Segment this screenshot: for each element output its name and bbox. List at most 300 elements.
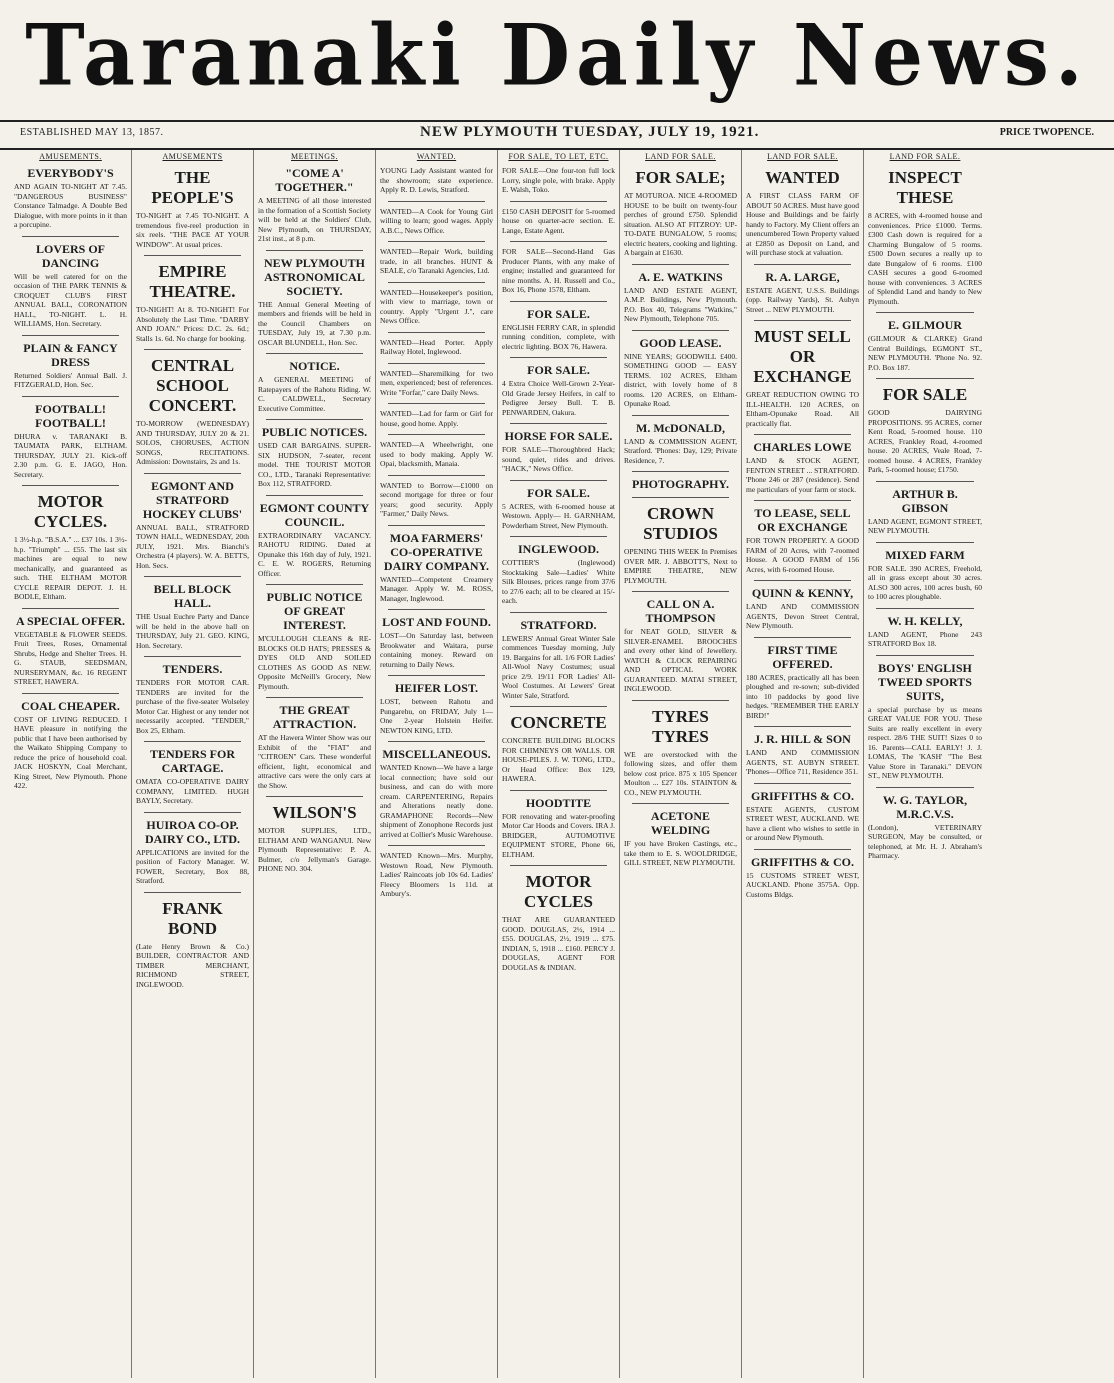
divider bbox=[22, 608, 119, 609]
ad-heading: TENDERS. bbox=[162, 662, 223, 676]
issue-date: NEW PLYMOUTH TUESDAY, JULY 19, 1921. bbox=[420, 124, 760, 140]
ad-body: (GILMOUR & CLARKE) Grand Central Buildings, EGMONT ST., NEW PLYMOUTH. 'Phone No. 92. P.O. Box 187. bbox=[868, 334, 982, 372]
divider bbox=[876, 378, 974, 379]
ad-body: WANTED—Head Porter. Apply Railway Hotel, Inglewood. bbox=[380, 337, 493, 356]
advertisement bbox=[258, 425, 371, 489]
column-heading: MEETINGS. bbox=[291, 152, 338, 161]
advertisement bbox=[868, 487, 982, 536]
divider bbox=[510, 301, 607, 302]
divider bbox=[388, 845, 485, 846]
ad-body: FOR renovating and water-proofing Motor Car Hoods and Covers. IRA J. BRIDGER, AUTOMOTIVE EQUIPMENT STORE, Phone 66, ELTHAM. bbox=[502, 811, 615, 859]
divider bbox=[144, 656, 241, 657]
ad-body: WANTED—Sharemilking for two men, experienced; best of references. Write "Forfar," care Daily News. bbox=[380, 368, 493, 397]
ad-body: OMATA CO-OPERATIVE DAIRY COMPANY, LIMITED. HUGH BAYLY, Secretary. bbox=[136, 777, 249, 805]
ad-body: WANTED—Competent Creamery Manager. Apply W. M. ROSS, Manager, Inglewood. bbox=[380, 574, 493, 603]
advertisement bbox=[136, 899, 249, 990]
divider bbox=[510, 612, 607, 613]
column-1 bbox=[10, 150, 132, 1378]
ad-display-heading: WILSON'S bbox=[272, 803, 357, 822]
advertisement bbox=[380, 531, 493, 604]
advertisement bbox=[258, 166, 371, 244]
ad-heading: NOTICE. bbox=[289, 359, 340, 373]
ad-display-heading: INSPECT THESE bbox=[888, 168, 962, 207]
ad-body: LOST, between Rahotu and Pungarehu, on FRIDAY, July 1—One 2-year Holstein Heifer. NEWTON KING, LTD. bbox=[380, 697, 493, 735]
ad-body: AND AGAIN TO-NIGHT AT 7.45. "DANGEROUS BUSINESS" Constance Talmadge. A Double Bed Dialogue, with more points in it than a porcupine. bbox=[14, 182, 127, 229]
ad-body: AT MOTUROA. NICE 4-ROOMED HOUSE to be built on twenty-four perches of ground £750. Splendid situation. ALSO AT FITZROY: UP-TO-DATE BUNGALOW, 5 rooms; electric heaters, cooking and lighting. A bargain at £1630. bbox=[624, 191, 737, 257]
ad-body: YOUNG Lady Assistant wanted for the showroom; state experience. Apply R. D. Lewis, Stratford. bbox=[380, 166, 493, 194]
advertisement bbox=[868, 548, 982, 602]
ad-heading: A SPECIAL OFFER. bbox=[15, 613, 126, 628]
ad-heading: FOR SALE. bbox=[527, 485, 590, 500]
divider bbox=[144, 741, 241, 742]
divider bbox=[266, 584, 363, 585]
ad-heading: QUINN & KENNY, bbox=[751, 586, 854, 600]
advertisement bbox=[746, 506, 859, 574]
divider bbox=[144, 349, 241, 350]
ad-body: GOOD DAIRYING PROPOSITIONS. 95 ACRES, corner Kent Road, 5-roomed house. 110 ACRES, Frankley Road, 4-roomed house. 20 ACRES, Veale Road, 7-roomed house. 4 ACRES, Frankley Park, 5-roomed house; £1750. bbox=[868, 408, 982, 474]
ad-heading: TO LEASE, SELL OR EXCHANGE bbox=[754, 506, 851, 534]
ad-heading: MIXED FARM bbox=[885, 547, 965, 562]
advertisement bbox=[624, 809, 737, 868]
ad-heading: MISCELLANEOUS. bbox=[382, 747, 491, 761]
divider bbox=[876, 481, 974, 482]
advertisement bbox=[624, 477, 737, 491]
ad-heading: MOA FARMERS' CO-OPERATIVE DAIRY COMPANY. bbox=[383, 530, 490, 573]
divider bbox=[388, 332, 485, 333]
ad-body: ENGLISH FERRY CAR, in splendid running condition, complete, with electric lighting. BOX 76, Hawera. bbox=[502, 322, 615, 351]
ad-display-heading: FRANK BOND bbox=[162, 898, 223, 938]
advertisement bbox=[258, 501, 371, 579]
ad-body: APPLICATIONS are invited for the position of Factory Manager. W. FOWER, Secretary, Box 88, Stratford. bbox=[136, 847, 249, 885]
ad-heading: EVERYBODY'S bbox=[27, 166, 114, 180]
ad-body: Returned Soldiers' Annual Ball. J. FITZGERALD, Hon. Sec. bbox=[14, 370, 127, 389]
ad-body: THE Annual General Meeting of members and friends will be held in the Council Chambers on TUESDAY, July 19, at 7.30 p.m. OSCAR BLUNDELL, Hon. Sec. bbox=[258, 299, 371, 347]
advertisement bbox=[258, 256, 371, 348]
column-3 bbox=[254, 150, 376, 1378]
ad-display-heading: THE PEOPLE'S bbox=[151, 168, 234, 207]
ad-body: (London), VETERINARY SURGEON, May be consulted, or telephoned, at Mr. H. J. Abraham's Pharmacy. bbox=[868, 822, 982, 860]
divider bbox=[266, 250, 363, 251]
divider bbox=[754, 580, 851, 581]
ad-display-heading: WANTED bbox=[765, 168, 840, 187]
ad-heading: GOOD LEASE. bbox=[639, 335, 722, 350]
divider bbox=[754, 637, 851, 638]
divider bbox=[510, 241, 607, 242]
advertisement bbox=[868, 614, 982, 649]
ad-body: GREAT REDUCTION OWING TO ILL-HEALTH. 120 ACRES, on Eltham-Opunake Road. All practically flat. bbox=[746, 390, 859, 428]
ad-body: WANTED Known—We have a large local connection; have sold our business, and can do with more cream. CARPENTERING, Repairs and Alterations neatly done. GRAMAPHONE Records—New shipment of Zonophone Records just arrived at Collier's Music Warehouse. bbox=[380, 763, 493, 839]
ad-body: WE are overstocked with the following sizes, and offer them below cost price. 875 x 105 Spencer Moulton ... £27 10s. STAINTON & CO., NEW PLYMOUTH. bbox=[624, 749, 737, 797]
divider bbox=[754, 434, 851, 435]
ad-body: DHURA v. TARANAKI B. TAUMATA PARK, ELTHAM. THURSDAY, JULY 21. Kick-off 2.30 p.m. G. E. JAGO, Hon. Secretary. bbox=[14, 431, 127, 479]
ad-body: WANTED—Housekeeper's position, with view to marriage, town or country. Apply "Urgent J.", care News Office. bbox=[380, 287, 493, 325]
ad-display-heading: CENTRAL SCHOOL CONCERT. bbox=[148, 356, 237, 415]
ad-body: WANTED—Lad for farm or Girl for house, good home. Apply. bbox=[380, 409, 493, 428]
advertisement bbox=[624, 168, 737, 258]
advertisement bbox=[136, 662, 249, 735]
ad-body: 5 ACRES, with 6-roomed house at Westown. Apply— H. GARNHAM, Powderham Street, New Plymouth. bbox=[502, 501, 615, 530]
divider bbox=[632, 415, 729, 416]
ad-heading: PHOTOGRAPHY. bbox=[631, 477, 729, 491]
ad-body: (Late Henry Brown & Co.) BUILDER, CONTRACTOR AND TIMBER MERCHANT, RICHMOND STREET, INGLEWOOD. bbox=[136, 941, 249, 989]
ad-body: 4 Extra Choice Well-Grown 2-Year-Old Grade Jersey Heifers, in calf to Pedigree Jersey Bull. T. B. PENWARDEN, Oakura. bbox=[502, 379, 615, 417]
ad-display-heading: CROWN STUDIOS bbox=[643, 504, 718, 543]
divider bbox=[388, 434, 485, 435]
advertisement bbox=[746, 168, 859, 258]
ad-heading: NEW PLYMOUTH ASTRONOMICAL SOCIETY. bbox=[263, 255, 365, 298]
advertisement bbox=[502, 486, 615, 531]
masthead-title: Taranaki Daily News. bbox=[25, 5, 1089, 105]
ad-heading: HORSE FOR SALE. bbox=[504, 429, 613, 443]
advertisement bbox=[380, 440, 493, 469]
ad-body: LAND & COMMISSION AGENT, Stratford. 'Phones: Day, 129; Private Residence, 7. bbox=[624, 436, 737, 465]
ad-heading: GRIFFITHS & CO. bbox=[750, 854, 854, 869]
advertisement bbox=[258, 803, 371, 874]
divider bbox=[266, 495, 363, 496]
ad-body: EXTRAORDINARY VACANCY. RAHOTU RIDING. Dated at Opunake this 16th day of July, 1921. C. E. W. ROGERS, Returning Officer. bbox=[258, 530, 371, 578]
advertisement bbox=[746, 327, 859, 428]
advertisement bbox=[502, 166, 615, 195]
divider bbox=[388, 475, 485, 476]
advertisement bbox=[868, 318, 982, 372]
ad-body: ESTATE AGENT, U.S.S. Buildings (opp. Railway Yards), St. Aubyn Street ... NEW PLYMOUTH. bbox=[746, 285, 859, 314]
divider bbox=[144, 255, 241, 256]
divider bbox=[876, 608, 974, 609]
divider bbox=[144, 892, 241, 893]
ad-body: WANTED—Repair Work, building trade, in all branches. HUNT & SEALE, c/o Taranaki Agencies, Ltd. bbox=[380, 247, 493, 275]
advertisement bbox=[136, 747, 249, 806]
ad-heading: CALL ON A. THOMPSON bbox=[645, 597, 716, 625]
advertisement bbox=[624, 270, 737, 324]
divider bbox=[22, 236, 119, 237]
advertisement bbox=[502, 207, 615, 236]
divider bbox=[144, 812, 241, 813]
column-heading: FOR SALE, TO LET, ETC. bbox=[508, 152, 609, 161]
ad-body: 15 CUSTOMS STREET WEST, AUCKLAND. Phone 3575A. Opp. Customs Bldgs. bbox=[746, 870, 859, 899]
divider bbox=[388, 525, 485, 526]
ad-body: 8 ACRES, with 4-roomed house and conveniences. Price £1000. Terms. £300 Cash down is required for a Charming Bungalow of 5 rooms. £500 Down secures a really up to date Bungalow of 6 rooms. £100 CASH secures a good 6-roomed house with conveniences. 3 ACRES of Splendid Land and handy to New Plymouth. bbox=[868, 211, 982, 306]
divider bbox=[632, 330, 729, 331]
ad-display-heading: MUST SELL OR EXCHANGE bbox=[753, 327, 852, 386]
divider bbox=[754, 264, 851, 265]
ad-body: A GENERAL MEETING of Ratepayers of the Rahotu Riding. W. C. CALDWELL, Secretary Executive Committee. bbox=[258, 375, 371, 413]
ad-body: FOR SALE—One four-ton full lock Lorry, single pole, with brake. Apply E. Walsh, Toko. bbox=[502, 166, 615, 194]
ad-body: VEGETABLE & FLOWER SEEDS. Fruit Trees, Roses, Ornamental Shrubs, Hedge and Shelter Trees. H. G. STAUB, SEEDSMAN, NURSERYMAN, &c. 16 REGENT STREET, HAWERA. bbox=[14, 629, 127, 686]
divider bbox=[632, 497, 729, 498]
advertisement bbox=[136, 168, 249, 249]
ad-body: M'CULLOUGH CLEANS & RE-BLOCKS OLD HATS; PRESSES & DYES OLD AND SOILED CLOTHES AS GOOD AS NEW. Opposite McNeill's Grocery, New Plymouth. bbox=[258, 634, 371, 691]
ad-body: NINE YEARS; GOODWILL £400. SOMETHING GOOD — EASY TERMS. 102 ACRES, Eltham district, with lovely home of 8 rooms. 120 ACRES, on Eltham-Opunake Road. bbox=[624, 351, 737, 408]
divider bbox=[876, 787, 974, 788]
ad-display-heading: FOR SALE bbox=[882, 385, 968, 404]
advertisement bbox=[14, 402, 127, 480]
ad-body: for NEAT GOLD, SILVER & SILVER-ENAMEL BROOCHES and every other kind of Jewellery. WATCH & CLOCK REPAIRING AND OPTICAL WORK GUARANTEED. MATAI STREET, INGLEWOOD. bbox=[624, 627, 737, 693]
advertisement bbox=[746, 732, 859, 777]
ad-display-heading: FOR SALE; bbox=[635, 168, 726, 187]
ad-body: COTTIER'S (Inglewood) Stocktaking Sale—Ladies' White Silk Blouses, prices range from 37/6 to 27/6 each; all to be cleared at 15/- each. bbox=[502, 558, 615, 605]
divider bbox=[510, 357, 607, 358]
advertisement bbox=[624, 336, 737, 409]
ad-body: ESTATE AGENTS, CUSTOM STREET WEST, AUCKLAND. WE have a client who wishes to settle in or around New Plymouth. bbox=[746, 804, 859, 842]
divider bbox=[510, 423, 607, 424]
ad-body: THE Usual Euchre Party and Dance will be held in the above hall on THURSDAY, July 21. GEO. KING, Hon. Secretary. bbox=[136, 612, 249, 650]
ad-heading: INGLEWOOD. bbox=[517, 542, 599, 556]
ad-heading: EGMONT AND STRATFORD HOCKEY CLUBS' bbox=[142, 478, 243, 521]
advertisement bbox=[624, 597, 737, 694]
divider bbox=[388, 675, 485, 676]
ad-heading: E. GILMOUR bbox=[887, 318, 962, 332]
advertisement bbox=[380, 851, 493, 899]
ad-heading: FOOTBALL! FOOTBALL! bbox=[35, 401, 106, 430]
ad-body: COST OF LIVING REDUCED. I HAVE pleasure in notifying the public that I have been authorised by the Waikato Shipping Company to reduce the price of household coal. JACK HOSKYN, Coal Merchant, King Street, New Plymouth. Phone 422. bbox=[14, 714, 127, 790]
ad-body: LOST—On Saturday last, between Brookwater and Waitara, purse containing money. Reward on returning to Daily News. bbox=[380, 631, 493, 669]
advertisement bbox=[136, 262, 249, 343]
advertisement bbox=[746, 789, 859, 843]
advertisement bbox=[380, 747, 493, 839]
column-2 bbox=[132, 150, 254, 1378]
ad-heading: FOR SALE. bbox=[527, 306, 590, 321]
divider bbox=[754, 500, 851, 501]
advertisement bbox=[380, 338, 493, 357]
ad-body: FOR SALE. 390 ACRES, Freehold, all in grass except about 30 acres. ALSO 300 acres, 100 acres bush, 60 to 100 acres ploughable. bbox=[868, 563, 982, 601]
advertisement bbox=[502, 307, 615, 352]
ad-display-heading: MOTOR CYCLES bbox=[524, 872, 593, 911]
ad-body: WANTED—A Cook for Young Girl willing to learn; good wages. Apply A.B.C., News Office. bbox=[380, 206, 493, 235]
ad-body: £150 CASH DEPOSIT for 5-roomed house on quarter-acre section. E. Lange, Estate Agent. bbox=[502, 206, 615, 235]
ad-heading: EGMONT COUNTY COUNCIL. bbox=[259, 500, 370, 529]
advertisement bbox=[380, 369, 493, 398]
divider bbox=[388, 241, 485, 242]
advertisement bbox=[14, 166, 127, 230]
divider bbox=[876, 312, 974, 313]
ad-body: FOR SALE—Second-Hand Gas Producer Plants, with any make of engine; installed and guaranteed for nine months. A. H. Russell and Co., Box 16, Phone 1578, Eltham. bbox=[502, 247, 615, 294]
divider bbox=[510, 706, 607, 707]
advertisement bbox=[746, 440, 859, 494]
ad-body: TO-NIGHT at 7.45 TO-NIGHT. A tremendous five-reel production in six reels. "THE PACE AT YOUR WINDOW". At usual prices. bbox=[136, 211, 249, 249]
column-7 bbox=[742, 150, 864, 1378]
ad-body: OPENING THIS WEEK In Premises OVER MR. J. ABBOTT'S, Next to EMPIRE THEATRE, NEW PLYMOUTH. bbox=[624, 547, 737, 585]
ad-body: THAT ARE GUARANTEED GOOD. DOUGLAS, 2½, 1914 ... £55. DOUGLAS, 2½, 1919 ... £75. INDIAN, 5, 1918 ... £160. PERCY J. DOUGLAS, AGENT FOR DOUGLAS & INDIAN. bbox=[502, 915, 615, 972]
divider bbox=[22, 485, 119, 486]
column-heading: AMUSEMENTS bbox=[162, 152, 223, 161]
ad-heading: FIRST TIME OFFERED. bbox=[767, 642, 838, 671]
ad-body: CONCRETE BUILDING BLOCKS FOR CHIMNEYS OR WALLS. OR HOUSE-PILES. J. W. TONG, LTD., Or Head Office: Box 129, HAWERA. bbox=[502, 736, 615, 783]
advertisement bbox=[624, 421, 737, 466]
advertisement bbox=[868, 793, 982, 861]
ad-body: FOR SALE—Thoroughbred Hack; sound, quiet, rides and drives. "HACK," News Office. bbox=[502, 445, 615, 473]
ad-heading: BELL BLOCK HALL. bbox=[153, 582, 232, 610]
column-heading: LAND FOR SALE. bbox=[767, 152, 838, 161]
divider bbox=[266, 419, 363, 420]
divider bbox=[22, 693, 119, 694]
ad-body: LAND AGENT, Phone 243 STRATFORD Box 18. bbox=[868, 629, 982, 648]
dateline-bar bbox=[0, 120, 1114, 150]
advertisement bbox=[746, 586, 859, 631]
ad-body: AT the Hawera Winter Show was our Exhibit of the "FIAT" and "CITROEN" Cars. These wonderful efficient, light, economical and attractive cars were the only cars at the Show. bbox=[258, 733, 371, 790]
ad-body: WANTED Known—Mrs. Murphy, Westown Road, New Plymouth. Ladies' Raincoats job 10s 6d. Ladies' Fleecy Bloomers 1s 11d. at Ambury's. bbox=[380, 851, 493, 898]
divider bbox=[144, 473, 241, 474]
ad-heading: HOODTITE bbox=[525, 795, 592, 810]
advertisement bbox=[868, 385, 982, 475]
divider bbox=[632, 471, 729, 472]
advertisement bbox=[868, 168, 982, 306]
divider bbox=[266, 697, 363, 698]
advertisement bbox=[380, 681, 493, 735]
advertisement bbox=[258, 590, 371, 691]
divider bbox=[754, 783, 851, 784]
column-6 bbox=[620, 150, 742, 1378]
advertisement bbox=[502, 542, 615, 606]
column-heading: AMUSEMENTS. bbox=[39, 152, 102, 161]
advertisement bbox=[502, 618, 615, 701]
divider bbox=[388, 201, 485, 202]
divider bbox=[632, 264, 729, 265]
advertisement bbox=[502, 247, 615, 295]
ad-body: LAND AND COMMISSION AGENTS, Devon Street Central, New Plymouth. bbox=[746, 602, 859, 630]
ad-heading: A. E. WATKINS bbox=[638, 269, 723, 284]
advertisement bbox=[502, 363, 615, 417]
ad-heading: THE GREAT ATTRACTION. bbox=[272, 703, 357, 731]
column-heading: WANTED. bbox=[416, 152, 457, 161]
ad-body: A MEETING of all those interested in the formation of a Scottish Society will be held at the Soldiers' Club, New Plymouth, on THURSDAY, 21st inst., at 8 p.m. bbox=[258, 196, 371, 243]
advertisement bbox=[136, 479, 249, 571]
ad-heading: FOR SALE. bbox=[527, 363, 590, 377]
divider bbox=[510, 865, 607, 866]
advertisement bbox=[380, 409, 493, 428]
advertisement bbox=[14, 699, 127, 791]
divider bbox=[632, 803, 729, 804]
advertisement bbox=[502, 872, 615, 972]
ad-body: TO-NIGHT! At 8. TO-NIGHT! For Absolutely the Last Time. "DARBY AND JOAN." Prices: D.C. 2s. 6d.; Stalls 1s. 6d. No charge for booking. bbox=[136, 305, 249, 343]
column-8 bbox=[864, 150, 986, 1378]
ad-heading: LOST AND FOUND. bbox=[382, 615, 491, 629]
advertisement bbox=[380, 166, 493, 195]
ad-heading: J. R. HILL & SON bbox=[754, 732, 851, 746]
ad-heading: M. McDONALD, bbox=[636, 420, 725, 435]
divider bbox=[754, 320, 851, 321]
divider bbox=[266, 353, 363, 354]
ad-body: LAND AGENT, EGMONT STREET, NEW PLYMOUTH. bbox=[868, 516, 982, 535]
advertisement bbox=[136, 582, 249, 650]
divider bbox=[144, 576, 241, 577]
advertisement bbox=[14, 614, 127, 687]
advertisement bbox=[380, 615, 493, 669]
ad-heading: GRIFFITHS & CO. bbox=[750, 788, 854, 803]
divider bbox=[510, 790, 607, 791]
divider bbox=[266, 796, 363, 797]
ad-display-heading: TYRES TYRES bbox=[652, 706, 709, 746]
ad-display-heading: MOTOR CYCLES. bbox=[33, 492, 108, 531]
advertisement bbox=[14, 341, 127, 390]
divider bbox=[388, 282, 485, 283]
divider bbox=[388, 363, 485, 364]
advertisement bbox=[624, 504, 737, 585]
divider bbox=[510, 536, 607, 537]
columns-container bbox=[10, 150, 1110, 1378]
advertisement bbox=[502, 713, 615, 784]
divider bbox=[510, 201, 607, 202]
ad-heading: PLAIN & FANCY DRESS bbox=[23, 340, 118, 369]
advertisement bbox=[380, 288, 493, 326]
advertisement bbox=[868, 661, 982, 781]
ad-body: 180 ACRES, practically all has been ploughed and re-sown; sub-divided into 10 paddocks by good live hedges. "REMEMBER THE EARLY BIRD!" bbox=[746, 672, 859, 720]
ad-body: MOTOR SUPPLIES, LTD., ELTHAM AND WANGANUI. New Plymouth Representative: P. A. Bulmer, c/o Jellyman's Garage. PHONE NO. 304. bbox=[258, 826, 371, 873]
ad-heading: W. H. KELLY, bbox=[887, 613, 963, 628]
advertisement bbox=[502, 796, 615, 860]
ad-body: 1 3½-h.p. "B.S.A." ... £37 10s. 1 3½-h.p. "Triumph" ... £55. The last six machines are equal to new mechanically, and guaranteed as such. THE ELTHAM MOTOR CYCLE REPAIR DEPOT. J. H. BODLE, Eltham. bbox=[14, 535, 127, 601]
divider bbox=[876, 542, 974, 543]
advertisement bbox=[502, 429, 615, 474]
masthead bbox=[0, 0, 1114, 118]
ad-body: LEWERS' Annual Great Winter Sale commences Tuesday morning, July 19. Bargains for all. 1/6 FOR Ladies' All-Wool Navy Costumes; usual price 2/9. 19/11 FOR Ladies' All-Wool Costumes. At Lewers' Great Winter Sale, Stratford. bbox=[502, 633, 615, 700]
divider bbox=[22, 335, 119, 336]
column-heading: LAND FOR SALE. bbox=[645, 152, 716, 161]
advertisement bbox=[380, 481, 493, 519]
advertisement bbox=[624, 707, 737, 798]
divider bbox=[632, 591, 729, 592]
advertisement bbox=[136, 818, 249, 886]
advertisement bbox=[14, 492, 127, 602]
ad-body: USED CAR BARGAINS. SUPER-SIX HUDSON, 7-seater, recent model. THE TOURIST MOTOR CO., LTD., Taranaki Representative: Box 112, STRATFORD. bbox=[258, 441, 371, 488]
ad-heading: HUIROA CO-OP. DAIRY CO., LTD. bbox=[144, 817, 241, 846]
divider bbox=[754, 726, 851, 727]
column-4 bbox=[376, 150, 498, 1378]
divider bbox=[510, 480, 607, 481]
ad-body: Will be well catered for on the occasion of THE PARK TENNIS & CROQUET CLUB'S FIRST ANNUAL BALL, CORONATION HALL, TO-NIGHT. L. H. WILLIAMS, Hon. Secretary. bbox=[14, 271, 127, 328]
ad-heading: STRATFORD. bbox=[520, 617, 597, 632]
column-5 bbox=[498, 150, 620, 1378]
price: PRICE TWOPENCE. bbox=[999, 127, 1094, 138]
advertisement bbox=[380, 207, 493, 236]
ad-heading: R. A. LARGE, bbox=[765, 269, 840, 284]
divider bbox=[388, 741, 485, 742]
ad-body: LAND AND ESTATE AGENT, A.M.P. Buildings, New Plymouth. P.O. Box 40, Telegrams "Watkins," New Plymouth, Telephone 705. bbox=[624, 285, 737, 323]
advertisement bbox=[380, 247, 493, 276]
ad-heading: LOVERS OF DANCING bbox=[35, 241, 105, 270]
ad-body: LAND & STOCK AGENT, FENTON STREET ... STRATFORD. 'Phone 246 or 287 (residence). Send me particulars of your farm or stock. bbox=[746, 456, 859, 494]
ad-body: FOR TOWN PROPERTY. A GOOD FARM of 20 Acres, with 7-roomed House. A GOOD FARM of 156 Acres, with 6-roomed House. bbox=[746, 536, 859, 574]
advertisement bbox=[746, 643, 859, 721]
ad-heading: HEIFER LOST. bbox=[394, 681, 479, 695]
ad-body: WANTED—A Wheelwright, one used to body making. Apply W. Opai, blacksmith, Manaia. bbox=[380, 440, 493, 468]
advertisement bbox=[258, 359, 371, 413]
ad-body: LAND AND COMMISSION AGENTS, ST. AUBYN STREET. 'Phones—Office 711, Residence 351. bbox=[746, 748, 859, 776]
advertisement bbox=[14, 242, 127, 329]
advertisement bbox=[746, 270, 859, 315]
ad-heading: "COME A' TOGETHER." bbox=[275, 166, 354, 194]
ad-heading: CHARLES LOWE bbox=[753, 440, 852, 454]
ad-body: TENDERS FOR MOTOR CAR. TENDERS are invited for the purchase of the five-seater Wolseley Motor Car. Highest or any tender not necessarily accepted. "TENDER," Box 25, Eltham. bbox=[136, 678, 249, 735]
divider bbox=[876, 655, 974, 656]
ad-display-heading: EMPIRE THEATRE. bbox=[149, 262, 236, 301]
ad-body: IF you have Broken Castings, etc., take them to E. S. WOOLDRIDGE, GILL STREET, NEW PLYMOUTH. bbox=[624, 839, 737, 867]
advertisement bbox=[746, 855, 859, 900]
ad-body: WANTED to Borrow—£1000 on second mortgage for three or four years; good security. Apply "Farmer," Daily News. bbox=[380, 480, 493, 518]
advertisement bbox=[258, 703, 371, 790]
ad-heading: ACETONE WELDING bbox=[650, 809, 711, 837]
divider bbox=[632, 700, 729, 701]
divider bbox=[754, 849, 851, 850]
divider bbox=[388, 403, 485, 404]
ad-heading: COAL CHEAPER. bbox=[21, 698, 120, 713]
divider bbox=[22, 396, 119, 397]
ad-body: a special purchase by us means GREAT VALUE FOR YOU. These Suits are really excellent in every respect. 28/6 THE SUIT! Sizes 0 to 16. Parents—CALL EARLY! J. J. LOMAS, The 'KASH' "The Best Value Store in Taranaki." DEVON ST., NEW PLYMOUTH. bbox=[868, 704, 982, 780]
ad-body: ANNUAL BALL, STRATFORD TOWN HALL, WEDNESDAY, 20th JULY, 1921. Mrs. Bianchi's Orchestra (4 players). W. A. BETTS, Hon. Secs. bbox=[136, 522, 249, 570]
established-date: ESTABLISHED MAY 13, 1857. bbox=[20, 127, 164, 138]
ad-heading: ARTHUR B. GIBSON bbox=[892, 486, 958, 515]
ad-heading: PUBLIC NOTICE OF GREAT INTEREST. bbox=[266, 590, 363, 632]
ad-heading: PUBLIC NOTICES. bbox=[261, 425, 368, 439]
